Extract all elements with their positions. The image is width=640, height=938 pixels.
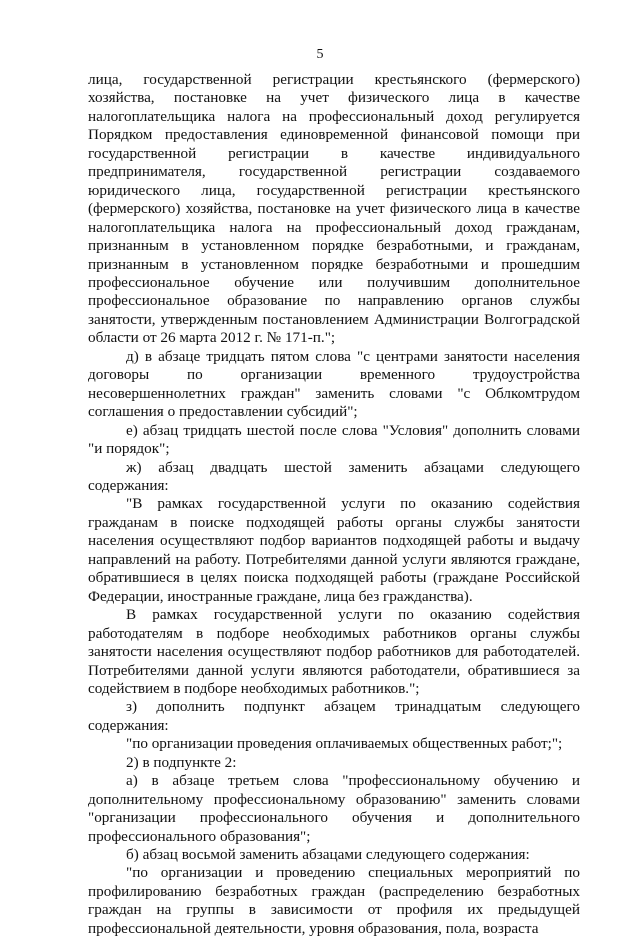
document-body <box>88 71 580 938</box>
paragraph-quote-1: "В рамках государственной услуги по оказанию содействия гражданам в поиске подходящей работы органы службы занятости населения осуществляют подбор вариантов подходящей работы и выдачу направлений на работу. Потребителями данной услуги являются граждане, обратившиеся в целях поиска подходящей работы (граждане Российской Федерации, иностранные граждане, лица без гражданства). <box>88 495 580 605</box>
paragraph-continuation: лица, государственной регистрации крестьянского (фермерского) хозяйства, постановке на учет физического лица в качестве налогоплательщика налога на профессиональный доход регулируется Порядком предоставления единовременной финансовой помощи при государственной регистрации в качестве индивидуального предпринимателя, государственной регистрации создаваемого юридического лица, государственной регистрации крестьянского (фермерского) хозяйства, постановке на учет физического лица в качестве налогоплательщика налога на профессиональный доход гражданам, признанным в установленном порядке безработными, и гражданам, признанным в установленном порядке безработными и прошедшим профессиональное обучение или получившим дополнительное профессиональное образование по направлению органов службы занятости, утвержденным постановлением Администрации Волгоградской области от 26 марта 2012 г. № 171-п."; <box>88 71 580 347</box>
paragraph-quote-4: "по организации и проведению специальных мероприятий по профилированию безработных граждан (распределению безработных граждан на группы в зависимости от профиля их предыдущей профессиональной деятельности, уровня образования, пола, возраста <box>88 864 580 937</box>
paragraph-quote-2: В рамках государственной услуги по оказанию содействия работодателям в подборе необходимых работников органы службы занятости населения осуществляют подбор работников для работодателей. Потребителями данной услуги являются работодатели, обратившиеся за содействием в подборе необходимых работников."; <box>88 606 580 697</box>
paragraph-item-a: а) в абзаце третьем слова "профессиональному обучению и дополнительному профессиональному образованию" заменить словами "организации профессионального обучения и дополнительного профессионального образования"; <box>88 772 580 845</box>
paragraph-item-b: б) абзац восьмой заменить абзацами следующего содержания: <box>126 846 530 864</box>
paragraph-item-2: 2) в подпункте 2: <box>126 753 237 771</box>
paragraph-item-zh: ж) абзац двадцать шестой заменить абзацами следующего содержания: <box>88 458 580 494</box>
page-number: 5 <box>316 47 324 62</box>
paragraph-item-d: д) в абзаце тридцать пятом слова "с центрами занятости населения договоры по организации временного трудоустройства несовершеннолетних граждан" заменить словами "с Облкомтрудом соглашения о предоставлении субсидий"; <box>88 347 580 421</box>
paragraph-quote-3: "по организации проведения оплачиваемых общественных работ;"; <box>126 735 563 753</box>
paragraph-item-z: з) дополнить подпункт абзацем тринадцатым следующего содержания: <box>88 698 580 734</box>
paragraph-item-e: е) абзац тридцать шестой после слова "Условия" дополнить словами "и порядок"; <box>88 421 580 458</box>
